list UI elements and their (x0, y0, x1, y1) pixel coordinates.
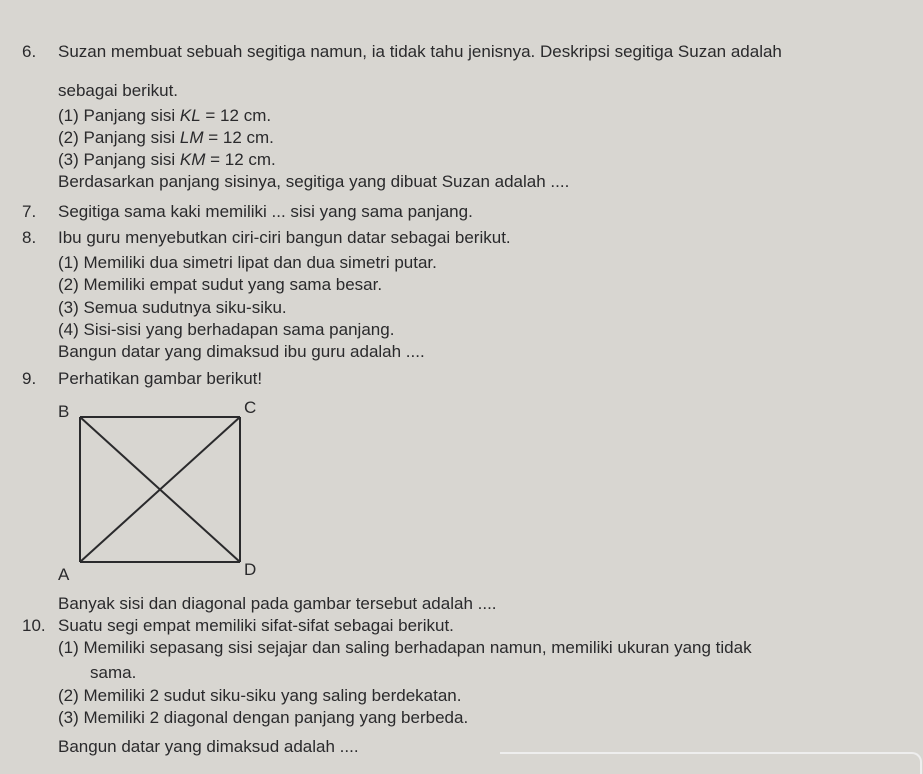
question-number: 6. (22, 42, 37, 61)
q6-item-1 (58, 106, 271, 126)
question-8-prompt: Bangun datar yang dimaksud ibu guru adalah .... (58, 342, 425, 361)
side-name: KL (179, 106, 201, 125)
side-value: = 12 cm. (205, 150, 276, 169)
vertex-label-c: C (244, 398, 257, 417)
question-6-stem-cont: sebagai berikut. (58, 81, 179, 100)
item-label: (1) Panjang sisi (58, 106, 180, 125)
question-7 (22, 202, 473, 222)
question-number: 8. (22, 228, 37, 247)
question-10-prompt: Bangun datar yang dimaksud adalah .... (58, 737, 359, 756)
question-text: Suatu segi empat memiliki sifat-sifat sebagai berikut. (58, 616, 454, 635)
question-9-stem (22, 369, 262, 389)
question-text: Segitiga sama kaki memiliki ... sisi yang sama panjang. (58, 202, 473, 221)
q10-item-1-cont: sama. (90, 663, 137, 682)
page-edge (500, 752, 922, 774)
vertex-label-b: B (58, 402, 70, 421)
vertex-label-a: A (58, 565, 70, 584)
q8-item-1: (1) Memiliki dua simetri lipat dan dua simetri putar. (58, 253, 437, 272)
side-name: LM (179, 128, 204, 147)
question-6-prompt: Berdasarkan panjang sisinya, segitiga yang dibuat Suzan adalah .... (58, 172, 570, 191)
question-6-stem (22, 42, 782, 62)
question-9-prompt: Banyak sisi dan diagonal pada gambar tersebut adalah .... (58, 594, 497, 613)
question-text: Suzan membuat sebuah segitiga namun, ia tidak tahu jenisnya. Deskripsi segitiga Suzan adalah (58, 42, 782, 61)
item-label: (2) Panjang sisi (58, 128, 180, 147)
question-10-stem (22, 616, 454, 636)
q8-item-3: (3) Semua sudutnya siku-siku. (58, 298, 287, 317)
question-text: Perhatikan gambar berikut! (58, 369, 263, 388)
item-label: (3) Panjang sisi (58, 150, 180, 169)
q8-item-4: (4) Sisi-sisi yang berhadapan sama panjang. (58, 320, 395, 339)
question-8-stem (22, 228, 511, 248)
question-number: 7. (22, 202, 37, 221)
q6-item-2 (58, 128, 274, 148)
side-name: KM (179, 150, 206, 169)
square-diagram (52, 395, 272, 585)
q8-item-2: (2) Memiliki empat sudut yang sama besar. (58, 275, 383, 294)
question-text: Ibu guru menyebutkan ciri-ciri bangun datar sebagai berikut. (58, 228, 511, 247)
question-number: 9. (22, 369, 37, 388)
q10-item-2: (2) Memiliki 2 sudut siku-siku yang saling berdekatan. (58, 686, 462, 705)
q10-item-1: (1) Memiliki sepasang sisi sejajar dan saling berhadapan namun, memiliki ukuran yang tidak (58, 638, 752, 657)
vertex-label-d: D (244, 560, 257, 579)
q6-item-3 (58, 150, 276, 170)
question-number: 10. (22, 616, 46, 635)
side-value: = 12 cm. (203, 128, 274, 147)
side-value: = 12 cm. (200, 106, 272, 125)
q10-item-3: (3) Memiliki 2 diagonal dengan panjang yang berbeda. (58, 708, 469, 727)
